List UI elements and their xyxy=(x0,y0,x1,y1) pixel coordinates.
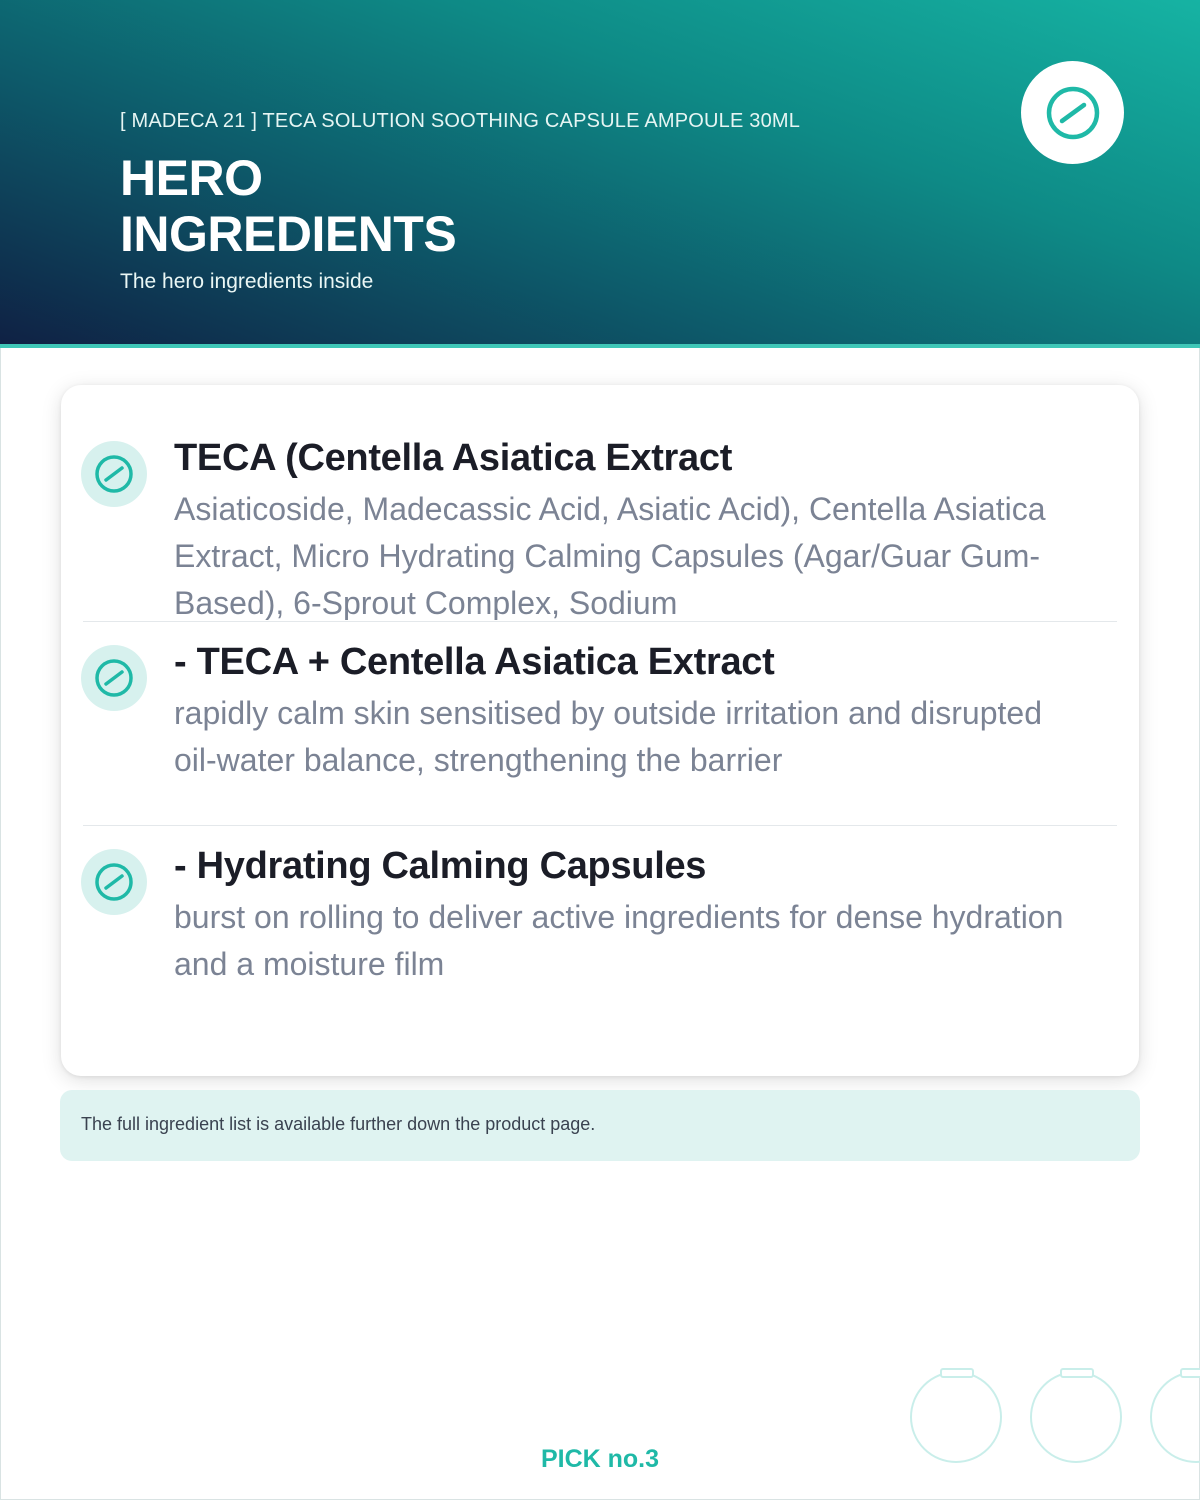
title-line-2: INGREDIENTS xyxy=(120,206,457,262)
ingredient-icon-bubble xyxy=(81,645,147,711)
product-name: [ MADECA 21 ] TECA SOLUTION SOOTHING CAPSULE AMPOULE 30ML xyxy=(120,110,801,132)
page-header xyxy=(0,0,1200,344)
ingredient-title: TECA (Centella Asiatica Extract xyxy=(174,437,733,479)
ingredient-icon-bubble xyxy=(81,441,147,507)
ingredient-description: burst on rolling to deliver active ingredients for dense hydration and a moisture film xyxy=(174,899,1064,982)
pill-icon xyxy=(94,862,134,902)
pick-label: PICK no.3 xyxy=(540,1445,660,1473)
note-text: The full ingredient list is available further down the product page. xyxy=(81,1114,596,1134)
pill-icon xyxy=(1044,84,1102,142)
ingredients-card xyxy=(61,385,1139,1076)
pill-icon xyxy=(94,454,134,494)
ingredient-divider xyxy=(83,825,1117,826)
title-line-1: HERO xyxy=(120,150,263,206)
ingredient-description: Asiaticoside, Madecassic Acid, Asiatic Acid), Centella Asiatica Extract, Micro Hydrating Calming Capsules (Agar/Guar Gum-Based), 6-Sprout Complex, Sodium xyxy=(174,491,1046,620)
header-badge xyxy=(1021,61,1124,164)
ingredient-title: - TECA + Centella Asiatica Extract xyxy=(174,641,775,683)
ingredient-title: - Hydrating Calming Capsules xyxy=(174,845,707,887)
ingredient-description: rapidly calm skin sensitised by outside irritation and disrupted oil-water balance, strengthening the barrier xyxy=(174,695,1042,778)
pill-icon xyxy=(94,658,134,698)
ingredient-divider xyxy=(83,621,1117,622)
page-subtitle: The hero ingredients inside xyxy=(120,270,374,293)
ingredient-note xyxy=(60,1090,1140,1161)
page-title xyxy=(120,150,456,262)
header-divider xyxy=(0,344,1200,348)
ingredient-icon-bubble xyxy=(81,849,147,915)
